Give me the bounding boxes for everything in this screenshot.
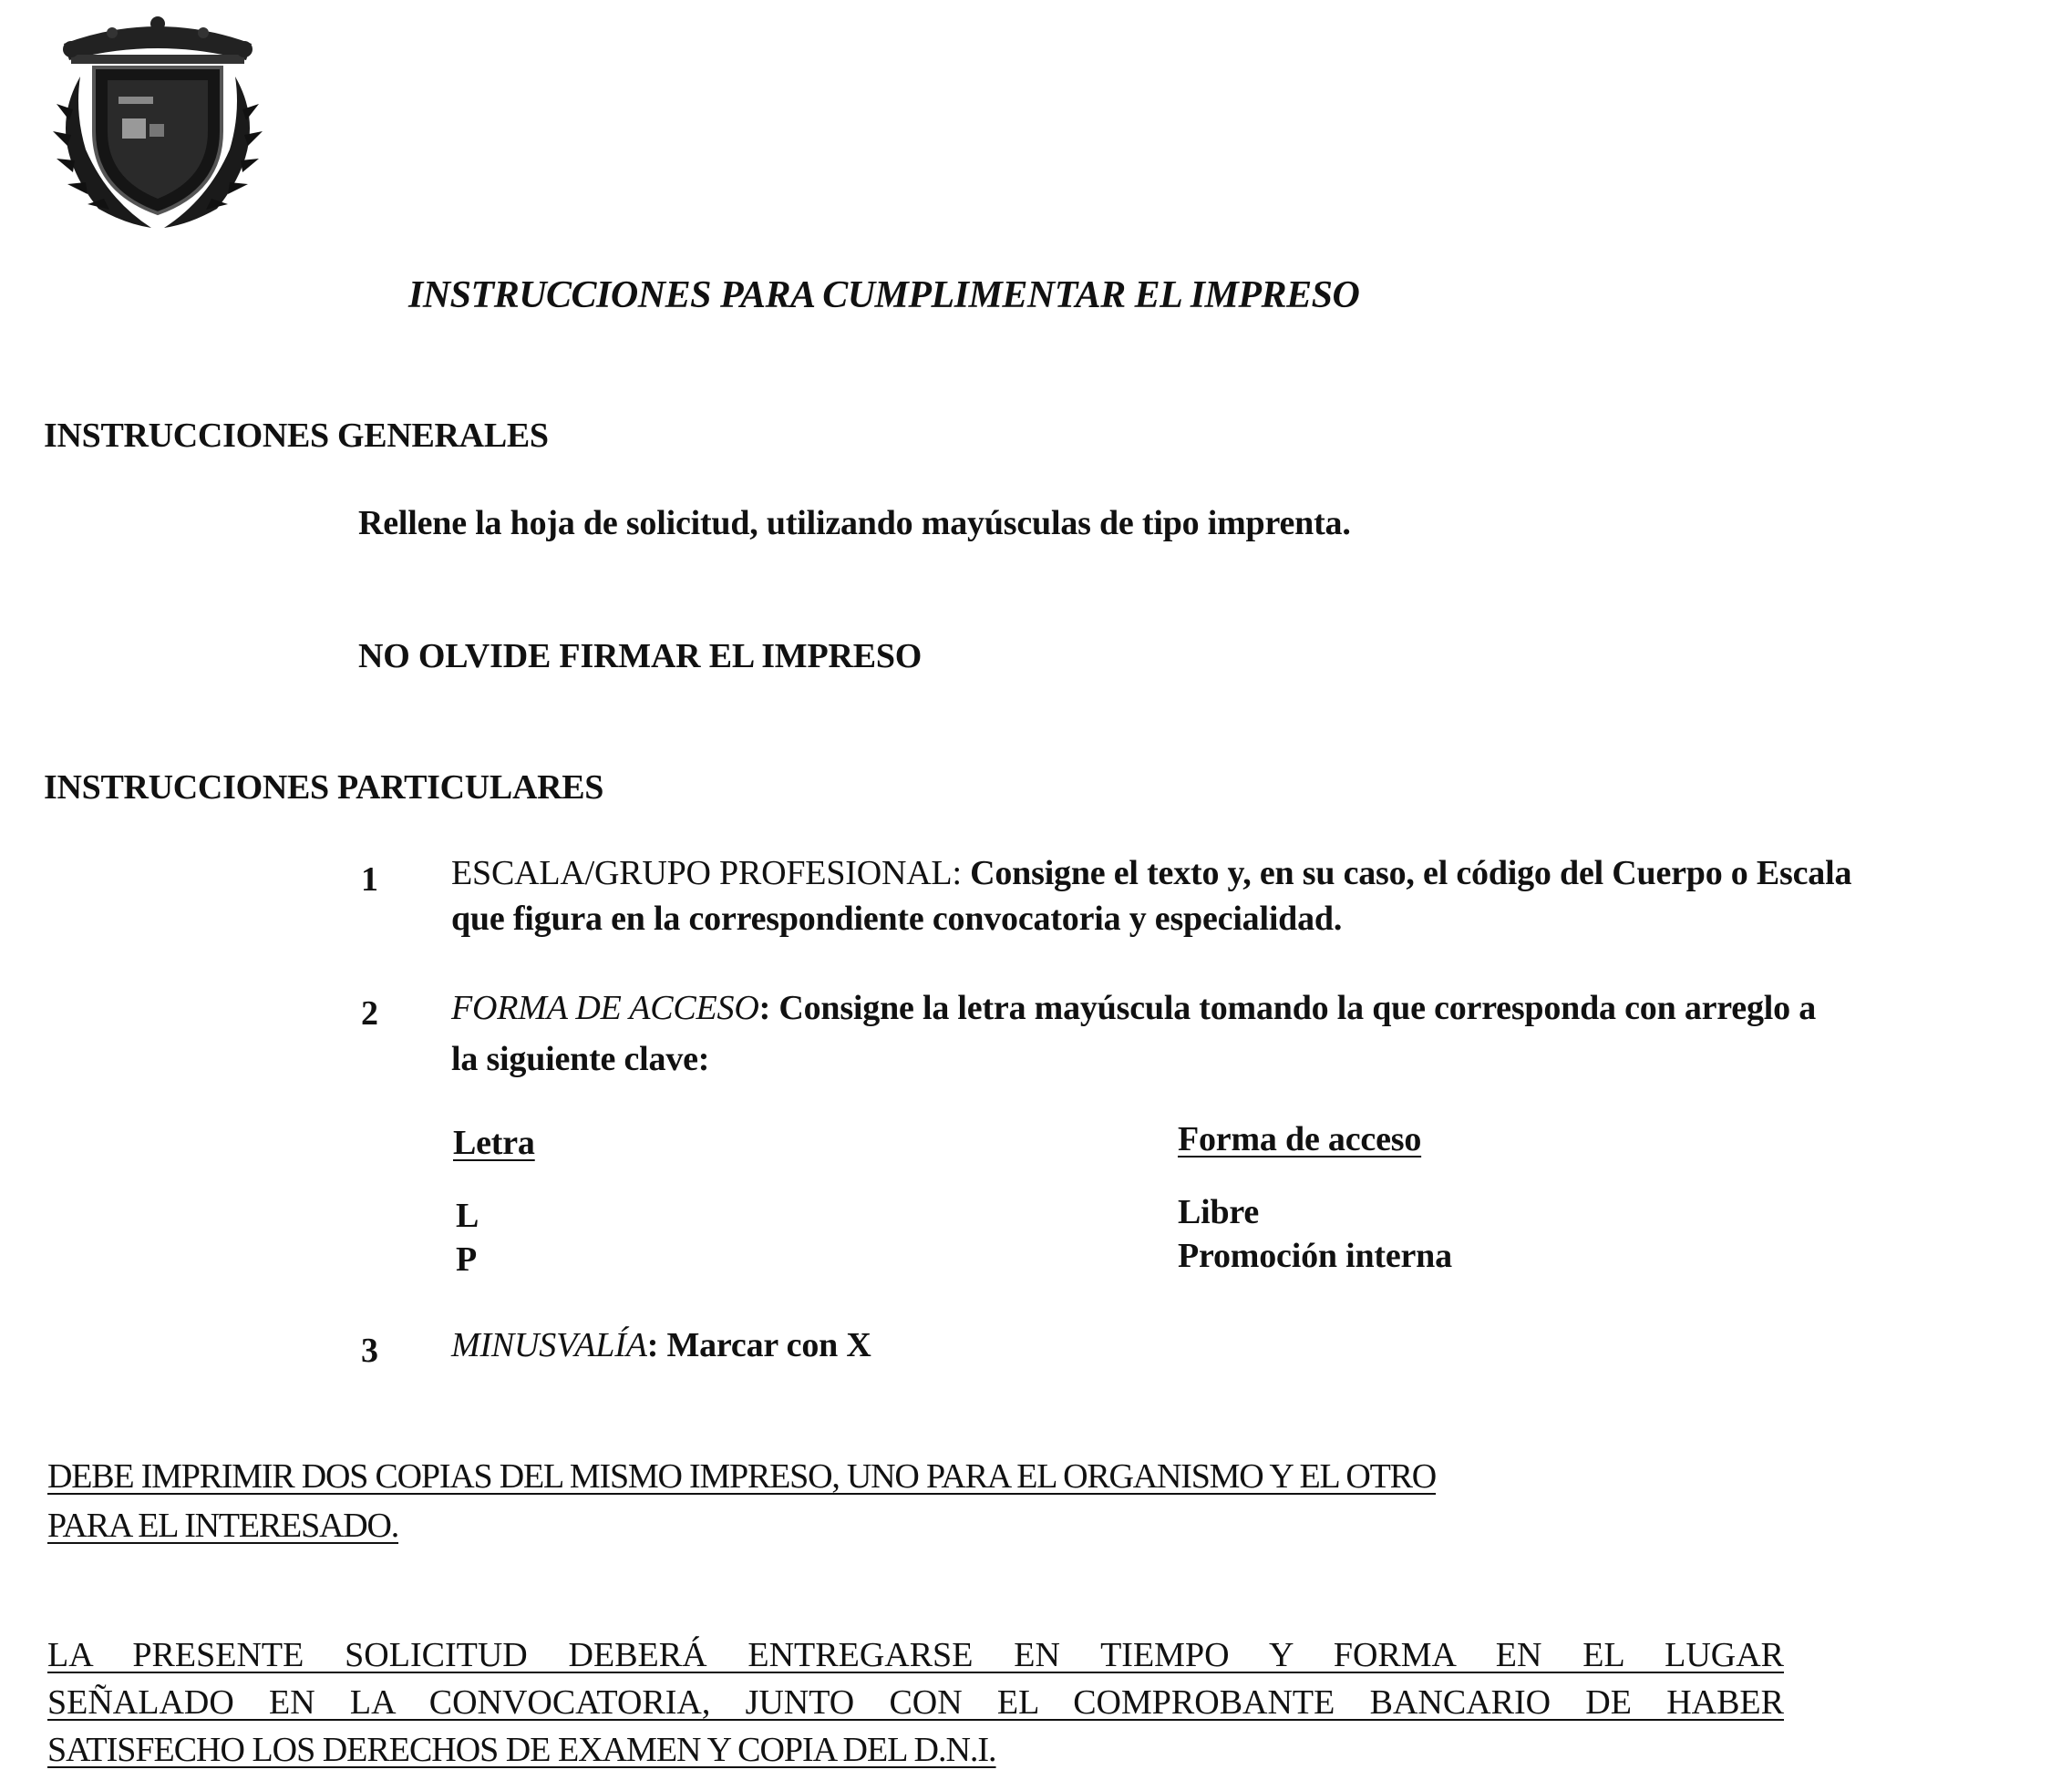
general-instruction-line: Rellene la hoja de solicitud, utilizando mayúsculas de tipo imprenta. [358,504,1351,542]
notice-submission-line-3: SATISFECHO LOS DERECHOS DE EXAMEN Y COPIA DEL D.N.I. [47,1731,996,1769]
document-title: INSTRUCCIONES PARA CUMPLIMENTAR EL IMPRESO [408,274,1360,316]
item-text: Consigne la letra mayúscula tomando la que corresponda con arreglo a [778,989,1817,1027]
table-cell: P [456,1240,478,1279]
item-label: FORMA DE ACCESO [451,989,759,1027]
item-text: Consigne el texto y, en su caso, el código del Cuerpo o Escala [970,854,1852,892]
item-1-line-2: que figura en la correspondiente convocatoria y especialidad. [451,900,1343,938]
item-label: MINUSVALÍA [451,1326,647,1364]
notice-submission-line-2: SEÑALADO EN LA CONVOCATORIA, JUNTO CON EL COMPROBANTE BANCARIO DE HABER [47,1683,1784,1722]
item-2-line-1: FORMA DE ACCESO: Consigne la letra mayúscula tomando la que corresponda con arreglo a [451,989,1817,1027]
notice-copies-line-1: DEBE IMPRIMIR DOS COPIAS DEL MISMO IMPRESO, UNO PARA EL ORGANISMO Y EL OTRO [47,1457,1437,1496]
item-number: 2 [361,994,378,1033]
table-cell: Promoción interna [1178,1237,1452,1275]
particular-instructions-heading: INSTRUCCIONES PARTICULARES [44,768,604,807]
item-number: 1 [361,860,378,899]
notice-copies-line-2: PARA EL INTERESADO. [47,1507,399,1545]
item-2-line-2: la siguiente clave: [451,1040,710,1078]
table-header-forma: Forma de acceso [1178,1120,1422,1158]
table-cell: Libre [1178,1193,1260,1231]
item-number: 3 [361,1332,378,1370]
coat-of-arms-icon [44,13,272,230]
notice-submission [47,1631,1784,1774]
item-1-line-1: ESCALA/GRUPO PROFESIONAL: Consigne el texto y, en su caso, el código del Cuerpo o Escala [451,854,1852,892]
general-instructions-heading: INSTRUCCIONES GENERALES [44,417,549,455]
table-header-letra: Letra [453,1124,535,1162]
sign-reminder: NO OLVIDE FIRMAR EL IMPRESO [358,637,923,675]
table-cell: L [456,1197,479,1235]
item-text: Marcar con X [666,1326,871,1364]
item-3-line: MINUSVALÍA: Marcar con X [451,1326,871,1364]
item-label: ESCALA/GRUPO PROFESIONAL [451,854,953,892]
notice-submission-line-1: LA PRESENTE SOLICITUD DEBERÁ ENTREGARSE EN TIEMPO Y FORMA EN EL LUGAR [47,1636,1784,1674]
